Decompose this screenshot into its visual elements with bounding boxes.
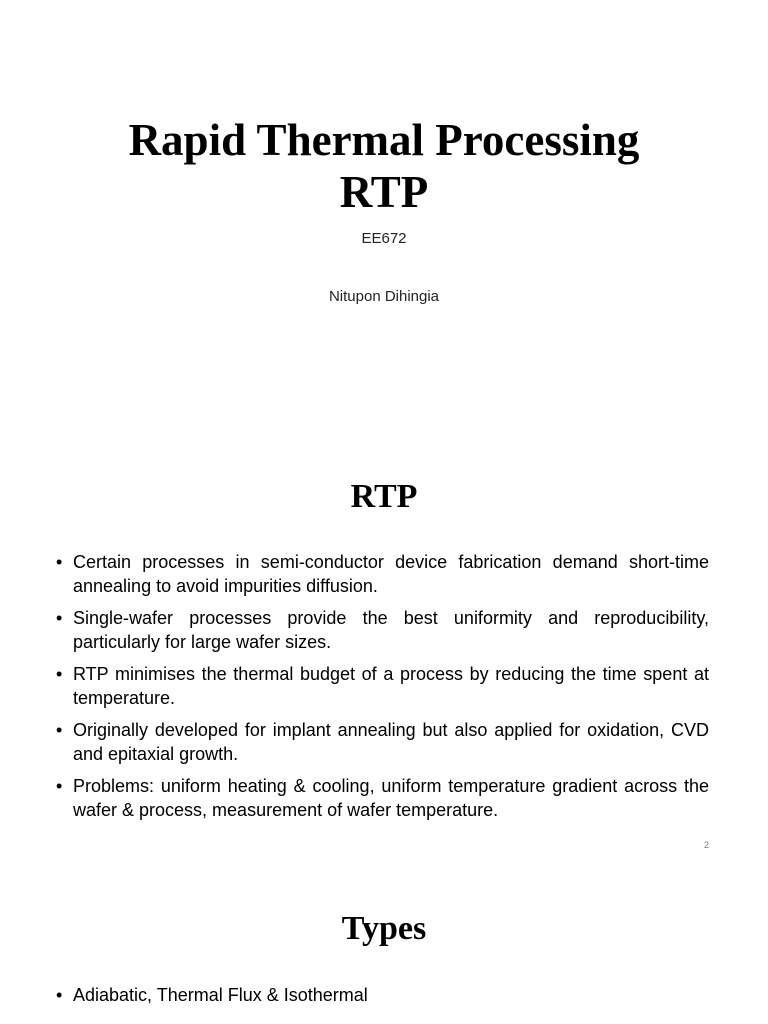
list-item (56, 983, 709, 1007)
bullet-text: RTP minimises the thermal budget of a process by reducing the time spent at temperature. (73, 664, 709, 708)
title-line-1: Rapid Thermal Processing (128, 115, 640, 165)
bullet-icon: • (56, 608, 63, 628)
bullet-text: Adiabatic, Thermal Flux & Isothermal (73, 985, 368, 1005)
slide-heading: RTP (350, 478, 418, 515)
title-slide (0, 0, 768, 440)
bullet-list (56, 550, 709, 830)
list-item (56, 718, 709, 766)
bullet-list (56, 983, 709, 1015)
list-item (56, 606, 709, 654)
bullet-text: Single-wafer processes provide the best uniformity and reproducibility, particularly for large wafer sizes. (73, 608, 709, 652)
presentation-title (0, 114, 768, 218)
list-item (56, 774, 709, 822)
types-slide (0, 870, 768, 1024)
bullet-icon: • (56, 776, 63, 796)
bullet-text: Certain processes in semi-conductor device fabrication demand short-time annealing to avoid impurities diffusion. (73, 552, 709, 596)
bullet-text: Originally developed for implant annealing but also applied for oxidation, CVD and epitaxial growth. (73, 720, 709, 764)
bullet-text: Problems: uniform heating & cooling, uniform temperature gradient across the wafer & process, measurement of wafer temperature. (73, 776, 709, 820)
course-code: EE672 (361, 230, 407, 247)
bullet-icon: • (56, 552, 63, 572)
list-item (56, 662, 709, 710)
bullet-icon: • (56, 664, 63, 684)
page-number: 2 (703, 840, 709, 850)
title-line-2: RTP (339, 167, 429, 217)
author-name: Nitupon Dihingia (328, 288, 440, 305)
slide-heading: Types (341, 910, 427, 947)
list-item (56, 550, 709, 598)
bullet-icon: • (56, 720, 63, 740)
rtp-slide (0, 440, 768, 870)
bullet-icon: • (56, 985, 63, 1005)
